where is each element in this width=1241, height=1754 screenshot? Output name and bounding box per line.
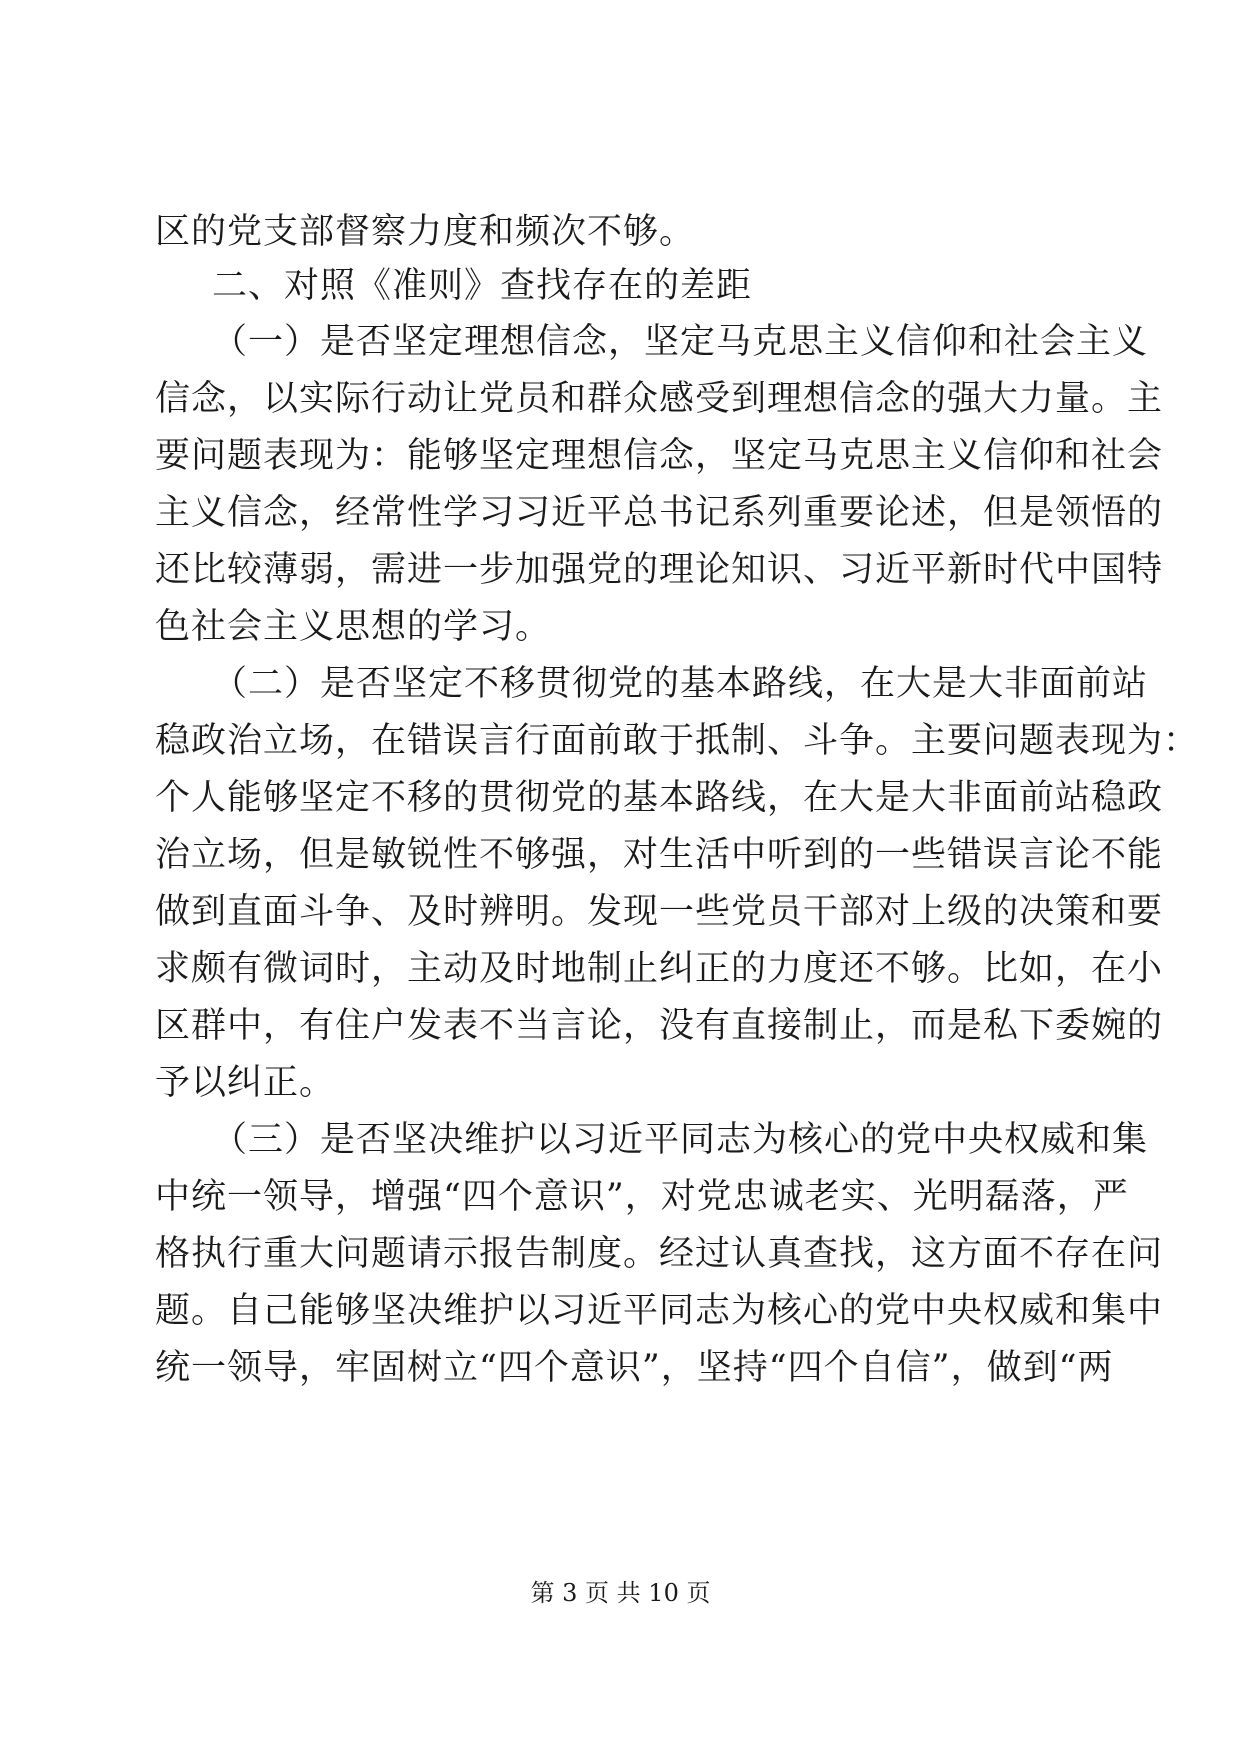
body-text-line: 中统一领导，增强“四个意识”，对党忠诚老实、光明磊落，严 (155, 1177, 1129, 1217)
body-text-line: 予以纠正。 (155, 1063, 336, 1103)
body-text-line: 主义信念，经常性学习习近平总书记系列重要论述，但是领悟的 (155, 493, 1164, 533)
body-text-line: （三）是否坚决维护以习近平同志为核心的党中央权威和集 (212, 1120, 1149, 1160)
section-heading: 二、对照《准则》查找存在的差距 (212, 266, 753, 306)
body-text-line: 还比较薄弱，需进一步加强党的理论知识、习近平新时代中国特 (155, 550, 1164, 590)
body-text-line: 统一领导，牢固树立“四个意识”，坚持“四个自信”，做到“两 (155, 1348, 1114, 1388)
body-text-line: （一）是否坚定理想信念，坚定马克思主义信仰和社会主义 (212, 322, 1149, 362)
body-text-line: 格执行重大问题请示报告制度。经过认真查找，这方面不存在问 (155, 1234, 1164, 1274)
body-text-line: 稳政治立场，在错误言行面前敢于抵制、斗争。主要问题表现为： (155, 721, 1200, 761)
body-text-line: 求颇有微词时，主动及时地制止纠正的力度还不够。比如，在小 (155, 949, 1164, 989)
body-text-line: 色社会主义思想的学习。 (155, 607, 552, 647)
body-text-line: 信念，以实际行动让党员和群众感受到理想信念的强大力量。主 (155, 379, 1164, 419)
body-text-line: 治立场，但是敏锐性不够强，对生活中听到的一些错误言论不能 (155, 835, 1164, 875)
page-footer: 第 3 页 共 10 页 (530, 1579, 711, 1607)
body-text-line: （二）是否坚定不移贯彻党的基本路线，在大是大非面前站 (212, 664, 1149, 704)
body-text-line: 个人能够坚定不移的贯彻党的基本路线，在大是大非面前站稳政 (155, 778, 1164, 818)
body-text-line: 区群中，有住户发表不当言论，没有直接制止，而是私下委婉的 (155, 1006, 1164, 1046)
body-text-line: 区的党支部督察力度和频次不够。 (155, 212, 696, 252)
body-text-line: 要问题表现为：能够坚定理想信念，坚定马克思主义信仰和社会 (155, 436, 1164, 476)
body-text-line: 题。自己能够坚决维护以习近平同志为核心的党中央权威和集中 (155, 1291, 1164, 1331)
body-text-line: 做到直面斗争、及时辨明。发现一些党员干部对上级的决策和要 (155, 892, 1164, 932)
